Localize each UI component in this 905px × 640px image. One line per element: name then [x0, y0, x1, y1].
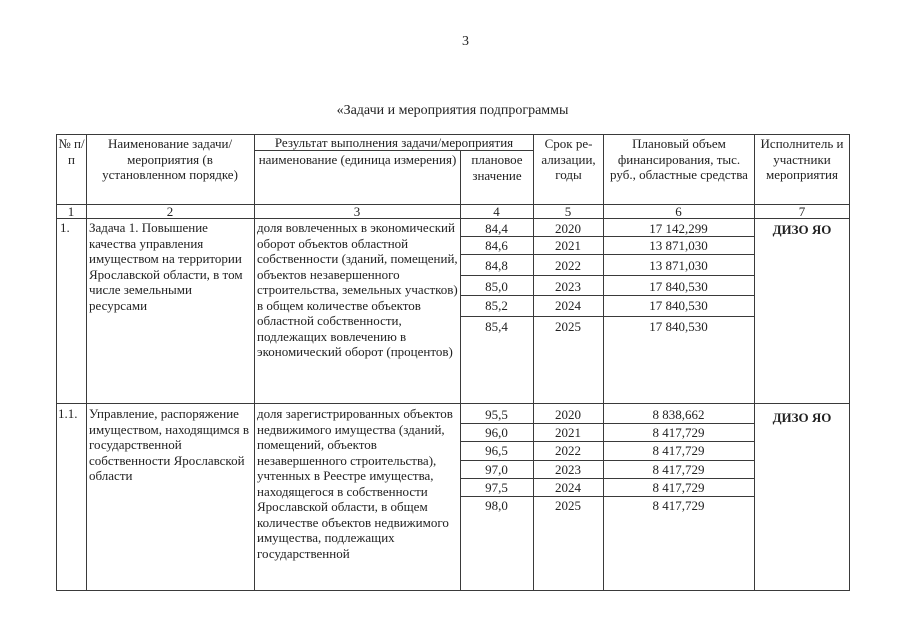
header-executor: Исполнитель и участники мероприятия: [760, 136, 844, 182]
col-divider: [603, 134, 604, 590]
col-divider: [754, 134, 755, 590]
planned-value: 98,0: [485, 498, 508, 513]
row-number: 1.: [60, 220, 70, 235]
planned-value: 95,5: [485, 407, 508, 422]
planned-value: 84,8: [485, 258, 508, 273]
col-number: 2: [166, 204, 174, 219]
indicator-name: доля зарегистрированных объектов недвижимого имущества (зданий, помещений, объектов незавершенного строительства), учтенных в Реестре имущества, находящегося в собственности Ярославской области, в общем количестве объектов недвижимого имущества, подлежащих государственной: [257, 406, 453, 561]
funding: 17 142,299: [649, 221, 708, 236]
year: 2025: [555, 319, 581, 334]
year: 2022: [555, 443, 581, 458]
year-divider: [460, 478, 754, 479]
funding: 8 417,729: [652, 462, 705, 477]
col-number: 4: [493, 204, 500, 219]
funding: 13 871,030: [649, 238, 708, 253]
planned-value: 97,0: [485, 462, 508, 477]
col-number: 5: [564, 204, 572, 219]
col-number: 6: [675, 204, 682, 219]
funding: 13 871,030: [649, 258, 708, 273]
funding: 17 840,530: [649, 279, 708, 294]
funding: 8 417,729: [652, 480, 705, 495]
year: 2023: [555, 462, 581, 477]
planned-value: 84,6: [485, 238, 508, 253]
header-period: Срок ре-ализации, годы: [541, 136, 596, 182]
table-border-bottom: [56, 590, 850, 591]
funding: 8 838,662: [652, 407, 705, 422]
col-number: 3: [353, 204, 361, 219]
header-name: Наименование задачи/мероприятия (в установленном порядке): [102, 136, 238, 182]
table-border-left: [56, 134, 57, 590]
header-result-name: наименование (единица измерения): [258, 152, 457, 167]
task-name: Задача 1. Повышение качества управления имуществом на территории Ярославской области, в том числе земельными ресурсами: [89, 220, 243, 313]
col-divider: [86, 134, 87, 590]
year-divider: [460, 254, 754, 255]
planned-value: 85,0: [485, 279, 508, 294]
header-funding: Плановый объем финансирования, тыс. руб., областные средства: [610, 136, 748, 182]
year-divider: [460, 275, 754, 276]
planned-value: 85,4: [485, 319, 508, 334]
year: 2024: [555, 298, 581, 313]
executor: ДИЗО ЯО: [772, 410, 832, 425]
year-divider: [460, 441, 754, 442]
table-border-right: [849, 134, 850, 590]
col-divider: [254, 134, 255, 590]
row-number: 1.1.: [58, 406, 78, 421]
col-number: 1: [67, 204, 75, 219]
year-divider: [460, 423, 754, 424]
year-divider: [460, 316, 754, 317]
planned-value: 97,5: [485, 480, 508, 495]
funding: 17 840,530: [649, 319, 708, 334]
year: 2023: [555, 279, 581, 294]
year: 2024: [555, 480, 581, 495]
page-number: 3: [462, 34, 469, 49]
row-divider: [56, 403, 850, 404]
task-name: Управление, распоряжение имуществом, находящимся в государственной собственности Ярославской области: [89, 406, 250, 483]
funding: 8 417,729: [652, 498, 705, 513]
header-planned: плановое значение: [471, 152, 523, 183]
planned-value: 96,0: [485, 425, 508, 440]
year: 2022: [555, 258, 581, 273]
planned-value: 96,5: [485, 443, 508, 458]
col-divider: [533, 134, 534, 590]
year: 2021: [555, 238, 581, 253]
executor: ДИЗО ЯО: [772, 222, 832, 237]
year: 2020: [555, 407, 581, 422]
year-divider: [460, 295, 754, 296]
planned-value: 85,2: [485, 298, 508, 313]
tasks-table: [56, 134, 850, 590]
year: 2020: [555, 221, 581, 236]
planned-value: 84,4: [485, 221, 508, 236]
document-title: «Задачи и мероприятия подпрограммы: [336, 103, 569, 118]
header-num: № п/п: [58, 136, 85, 167]
header-result: Результат выполнения задачи/мероприятия: [274, 135, 514, 150]
year: 2025: [555, 498, 581, 513]
col-number: 7: [798, 204, 806, 219]
indicator-name: доля вовлеченных в экономический оборот объектов областной собственности (зданий, помещений, объектов незавершенного строительства, земельных участков) в общем количестве объектов областной собственности, подлежащих вовлечению в экономический оборот (процентов): [257, 220, 458, 359]
funding: 8 417,729: [652, 443, 705, 458]
year-divider: [460, 460, 754, 461]
year: 2021: [555, 425, 581, 440]
funding: 17 840,530: [649, 298, 708, 313]
funding: 8 417,729: [652, 425, 705, 440]
year-divider: [460, 496, 754, 497]
